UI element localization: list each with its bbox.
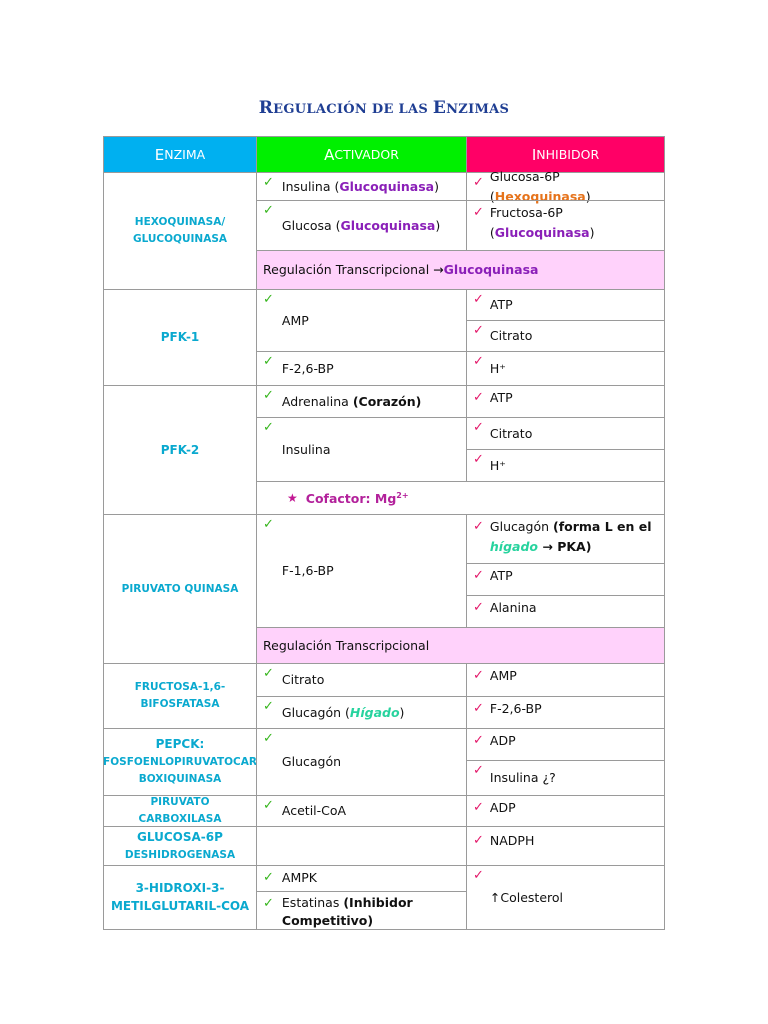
activator-citrato: ✓ Citrato	[256, 663, 467, 697]
check-icon: ✓	[263, 175, 274, 190]
check-icon: ✓	[263, 731, 274, 746]
cofactor-row: ★ Cofactor: $Mg^{2+}$	[256, 481, 665, 515]
inhibitor-h: ✓ H⁺	[466, 351, 665, 386]
check-icon: ✓	[473, 763, 484, 778]
check-icon: ✓	[473, 323, 484, 338]
check-icon: ✓	[473, 390, 484, 405]
star-icon: ★	[287, 491, 298, 505]
activator-adrenalina: ✓ Adrenalina (Corazón)	[256, 385, 467, 418]
check-icon: ✓	[473, 600, 484, 615]
activator-empty	[256, 826, 467, 866]
inhibitor-adp: ✓ ADP	[466, 728, 665, 761]
check-icon: ✓	[473, 205, 484, 220]
check-icon: ✓	[263, 388, 274, 403]
check-icon: ✓	[263, 420, 274, 435]
inhibitor-nadph: ✓ NADPH	[466, 826, 665, 866]
inhibitor-atp: ✓ ATP	[466, 563, 665, 596]
check-icon: ✓	[473, 354, 484, 369]
note-transcripcional-glucoquinasa: Regulación Transcripcional →Glucoquinasa	[256, 250, 665, 290]
inhibitor-glucosa-6p: ✓ Glucosa-6P (Hexoquinasa)	[466, 172, 665, 201]
check-icon: ✓	[473, 800, 484, 815]
check-icon: ✓	[473, 452, 484, 467]
check-icon: ✓	[473, 701, 484, 716]
enzyme-fructosa-bifosfatasa: FRUCTOSA-1,6- BIFOSFATASA	[103, 663, 257, 729]
enzyme-hmg-coa: 3-HIDROXI-3- METILGLUTARIL-COA	[103, 865, 257, 930]
check-icon: ✓	[473, 733, 484, 748]
check-icon: ✓	[473, 420, 484, 435]
activator-ampk: ✓ AMPK	[256, 865, 467, 892]
check-icon: ✓	[263, 798, 274, 813]
activator-insulina: ✓ Insulina (Glucoquinasa)	[256, 172, 467, 201]
check-icon: ✓	[263, 666, 274, 681]
activator-f26bp: ✓ F-2,6-BP	[256, 351, 467, 386]
header-enzima: E NZIMA	[103, 136, 257, 173]
check-icon: ✓	[263, 699, 274, 714]
check-icon: ✓	[473, 519, 484, 534]
inhibitor-insulina: ✓ Insulina ¿?	[466, 760, 665, 796]
check-icon: ✓	[473, 833, 484, 848]
enzyme-hexoquinasa: HEXOQUINASA/ GLUCOQUINASA	[103, 172, 257, 290]
inhibitor-citrato: ✓ Citrato	[466, 417, 665, 450]
header-activador: A CTIVADOR	[256, 136, 467, 173]
activator-glucosa: ✓ Glucosa (Glucoquinasa)	[256, 200, 467, 251]
activator-estatinas: ✓ Estatinas (Inhibidor Competitivo)	[256, 891, 467, 930]
activator-insulina: ✓ Insulina	[256, 417, 467, 482]
check-icon: ✓	[473, 568, 484, 583]
inhibitor-glucagon: ✓ Glucagón (forma L en el hígado → PKA)	[466, 514, 665, 564]
check-icon: ✓	[263, 203, 274, 218]
note-transcripcional: Regulación Transcripcional	[256, 627, 665, 664]
enzyme-pepck: PEPCK: FOSFOENLOPIRUVATOCAR BOXIQUINASA	[103, 728, 257, 796]
activator-f16bp: ✓ F-1,6-BP	[256, 514, 467, 628]
inhibitor-fructosa-6p: ✓ Fructosa-6P (Glucoquinasa)	[466, 200, 665, 251]
inhibitor-colesterol: ✓ ↑Colesterol	[466, 865, 665, 930]
enzyme-piruvato-carboxilasa: PIRUVATO CARBOXILASA	[103, 795, 257, 827]
check-icon: ✓	[263, 517, 274, 532]
activator-glucagon: ✓ Glucagón	[256, 728, 467, 796]
inhibitor-alanina: ✓ Alanina	[466, 595, 665, 628]
inhibitor-amp: ✓ AMP	[466, 663, 665, 697]
page-title: REGULACIÓN DE LAS ENZIMAS	[258, 98, 510, 118]
inhibitor-citrato: ✓ Citrato	[466, 320, 665, 352]
check-icon: ✓	[473, 292, 484, 307]
activator-acetil-coa: ✓ Acetil-CoA	[256, 795, 467, 827]
check-icon: ✓	[473, 668, 484, 683]
check-icon: ✓	[263, 292, 274, 307]
enzyme-pfk1: PFK-1	[103, 289, 257, 386]
enzyme-pfk2: PFK-2	[103, 385, 257, 515]
inhibitor-adp: ✓ ADP	[466, 795, 665, 827]
enzyme-glucosa-6p-deshidrogenasa: GLUCOSA-6P DESHIDROGENASA	[103, 826, 257, 866]
enzyme-piruvato-quinasa: PIRUVATO QUINASA	[103, 514, 257, 664]
check-icon: ✓	[473, 175, 484, 190]
activator-glucagon: ✓ Glucagón (Hígado)	[256, 696, 467, 729]
header-inhibidor: I NHIBIDOR	[466, 136, 665, 173]
inhibitor-h: ✓ H⁺	[466, 449, 665, 482]
inhibitor-atp: ✓ ATP	[466, 385, 665, 418]
check-icon: ✓	[263, 896, 274, 911]
inhibitor-atp: ✓ ATP	[466, 289, 665, 321]
check-icon: ✓	[473, 868, 484, 883]
activator-amp: ✓ AMP	[256, 289, 467, 352]
check-icon: ✓	[263, 354, 274, 369]
inhibitor-f26bp: ✓ F-2,6-BP	[466, 696, 665, 729]
check-icon: ✓	[263, 870, 274, 885]
